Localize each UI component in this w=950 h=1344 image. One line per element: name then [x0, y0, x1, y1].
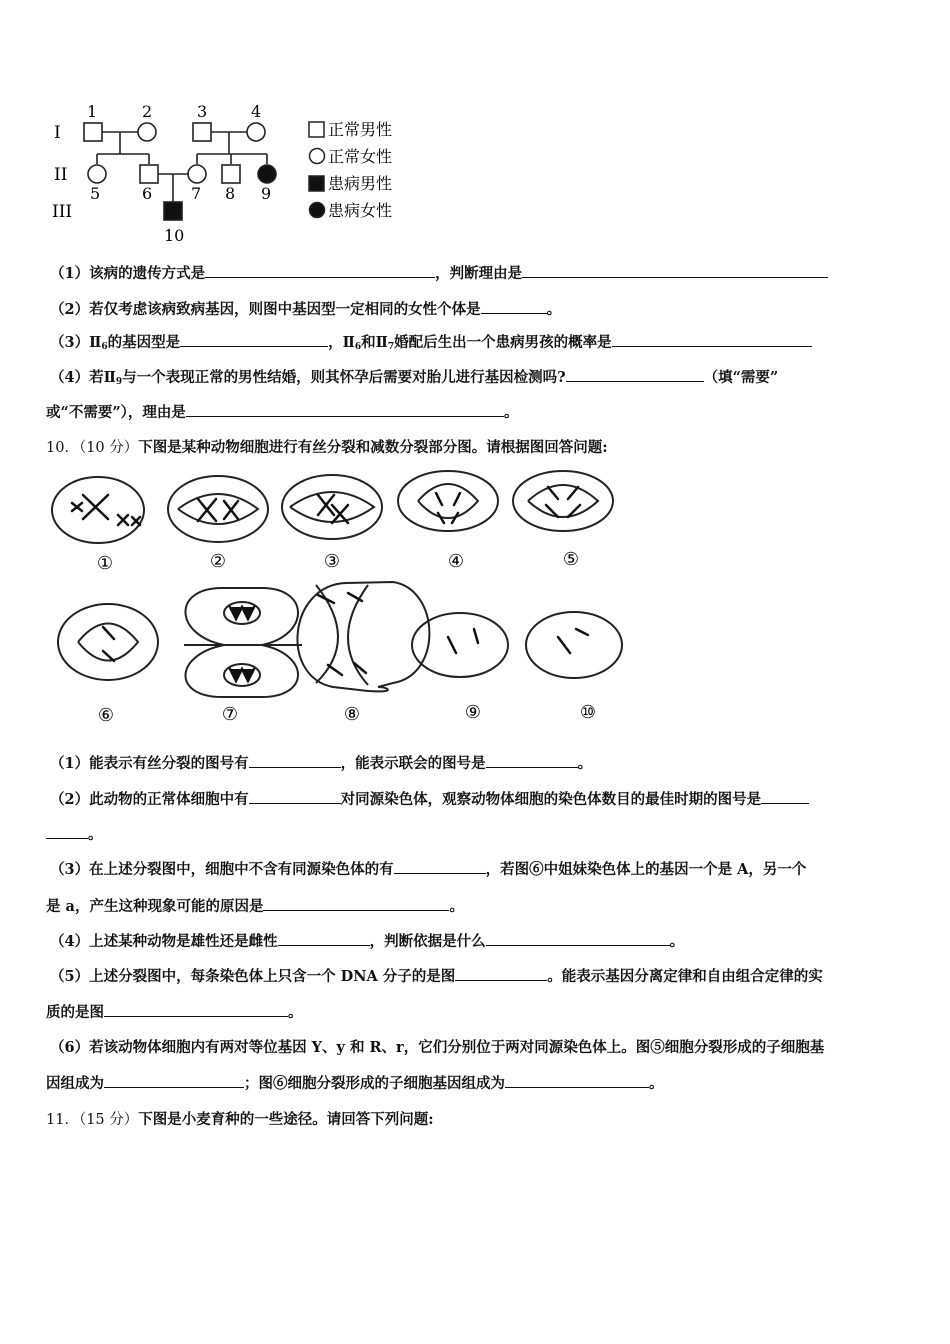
- legend-normal-female-icon: [310, 149, 325, 164]
- answer-blank[interactable]: [522, 263, 828, 278]
- q10-part3-line2: 是 a，产生这种现象可能的原因是 。: [46, 898, 464, 915]
- individual-1: [84, 123, 102, 141]
- q11-header: 11．（15 分）下图是小麦育种的一些途径。请回答下列问题:: [46, 1111, 434, 1128]
- answer-blank[interactable]: [481, 299, 547, 314]
- individual-10: [164, 202, 182, 220]
- q10-part2-line1: （2）此动物的正常体细胞中有 对同源染色体，观察动物体细胞的染色体数目的最佳时期的图号是: [50, 788, 809, 809]
- answer-blank[interactable]: [263, 896, 449, 911]
- answer-blank[interactable]: [104, 1073, 244, 1088]
- generation-label-1: I: [54, 123, 61, 143]
- answer-blank[interactable]: [486, 753, 578, 768]
- answer-blank[interactable]: [46, 824, 88, 839]
- answer-blank[interactable]: [394, 859, 486, 874]
- individual-number-10: 10: [164, 226, 185, 245]
- individual-2: [138, 123, 156, 141]
- answer-blank[interactable]: [612, 332, 812, 347]
- cell-label-4: ④: [447, 551, 465, 572]
- answer-blank[interactable]: [566, 367, 704, 382]
- q10-part3-line1: （3）在上述分裂图中，细胞中不含有同源染色体的有 ，若图⑥中姐妹染色体上的基因一个是 A，另一个: [50, 861, 807, 878]
- cell-label-5: ⑤: [562, 549, 580, 570]
- cell-label-3: ③: [323, 551, 341, 572]
- answer-blank[interactable]: [761, 789, 809, 804]
- q10-part6-line2: 因组成为 ；图⑥细胞分裂形成的子细胞基因组成为 。: [46, 1075, 664, 1092]
- cell-division-figure: [48, 465, 628, 730]
- pedigree-figure: [50, 98, 430, 248]
- answer-blank[interactable]: [486, 931, 670, 946]
- individual-6: [140, 165, 158, 183]
- legend-normal-male-icon: [309, 122, 324, 137]
- individual-number-3: 3: [197, 102, 208, 121]
- answer-blank[interactable]: [205, 263, 435, 278]
- cell-label-1: ①: [96, 553, 114, 574]
- q10-part1: （1）能表示有丝分裂的图号有 ，能表示联会的图号是 。: [50, 755, 593, 772]
- q9-part3: $(3)Ⅱ_6$的基因型是 ，$Ⅱ_6$和$Ⅱ_7$婚配后生出一个患病男孩的概率是: [50, 331, 812, 352]
- answer-blank[interactable]: [455, 966, 547, 981]
- answer-blank[interactable]: [249, 753, 341, 768]
- individual-number-7: 7: [191, 184, 202, 203]
- answer-blank[interactable]: [278, 931, 370, 946]
- individual-9: [258, 165, 276, 183]
- generation-label-2: II: [54, 165, 68, 185]
- cell-label-9: ⑨: [464, 702, 482, 723]
- q10-part6-line1: （6）若该动物体细胞内有两对等位基因 Y、y 和 R、r，它们分别位于两对同源染色体上。图⑤细胞分裂形成的子细胞基: [50, 1039, 825, 1056]
- legend-affected-female-label: 患病女性: [328, 201, 393, 220]
- q10-part5-line1: （5）上述分裂图中，每条染色体上只含一个 DNA 分子的是图 。能表示基因分离定律和自由组合定律的实: [50, 968, 823, 985]
- answer-blank[interactable]: [249, 789, 341, 804]
- individual-number-1: 1: [87, 102, 98, 121]
- legend-normal-male-label: 正常男性: [328, 120, 393, 139]
- answer-blank[interactable]: [180, 332, 328, 347]
- q10-part2-line2: 。: [46, 823, 103, 844]
- cell-label-7: ⑦: [221, 704, 239, 725]
- legend-affected-male-icon: [309, 176, 324, 191]
- q9-part4-line2: 或“不需要”），理由是 。: [46, 404, 519, 421]
- individual-number-5: 5: [90, 184, 101, 203]
- answer-blank[interactable]: [505, 1073, 649, 1088]
- q10-header: 10．（10 分）下图是某种动物细胞进行有丝分裂和减数分裂部分图。请根据图回答问题:: [46, 439, 608, 456]
- legend-affected-female-icon: [310, 203, 325, 218]
- generation-label-3: III: [52, 202, 73, 222]
- answer-blank[interactable]: [186, 402, 504, 417]
- q9-part1: （1）该病的遗传方式是 ，判断理由是: [50, 262, 828, 283]
- individual-5: [88, 165, 106, 183]
- cell-label-10: ⑩: [579, 702, 597, 723]
- legend-normal-female-label: 正常女性: [328, 147, 393, 166]
- individual-number-4: 4: [251, 102, 262, 121]
- individual-number-2: 2: [142, 102, 153, 121]
- individual-7: [188, 165, 206, 183]
- individual-3: [193, 123, 211, 141]
- legend-affected-male-label: 患病男性: [328, 174, 393, 193]
- individual-number-8: 8: [225, 184, 236, 203]
- cell-label-8: ⑧: [343, 704, 361, 725]
- individual-number-9: 9: [261, 184, 272, 203]
- q9-part2: （2）若仅考虑该病致病基因，则图中基因型一定相同的女性个体是 。: [50, 301, 562, 318]
- individual-8: [222, 165, 240, 183]
- individual-4: [247, 123, 265, 141]
- q9-part4-line1: （4）若$Ⅱ_9$与一个表现正常的男性结婚，则其怀孕后需要对胎儿进行基因检测吗? （填“需要”: [50, 369, 779, 387]
- individual-number-6: 6: [142, 184, 153, 203]
- q10-part5-line2: 质的是图 。: [46, 1004, 303, 1021]
- q10-part4: （4）上述某种动物是雄性还是雌性 ，判断依据是什么 。: [50, 933, 685, 950]
- cell-label-2: ②: [209, 551, 227, 572]
- answer-blank[interactable]: [104, 1002, 288, 1017]
- cell-label-6: ⑥: [97, 705, 115, 726]
